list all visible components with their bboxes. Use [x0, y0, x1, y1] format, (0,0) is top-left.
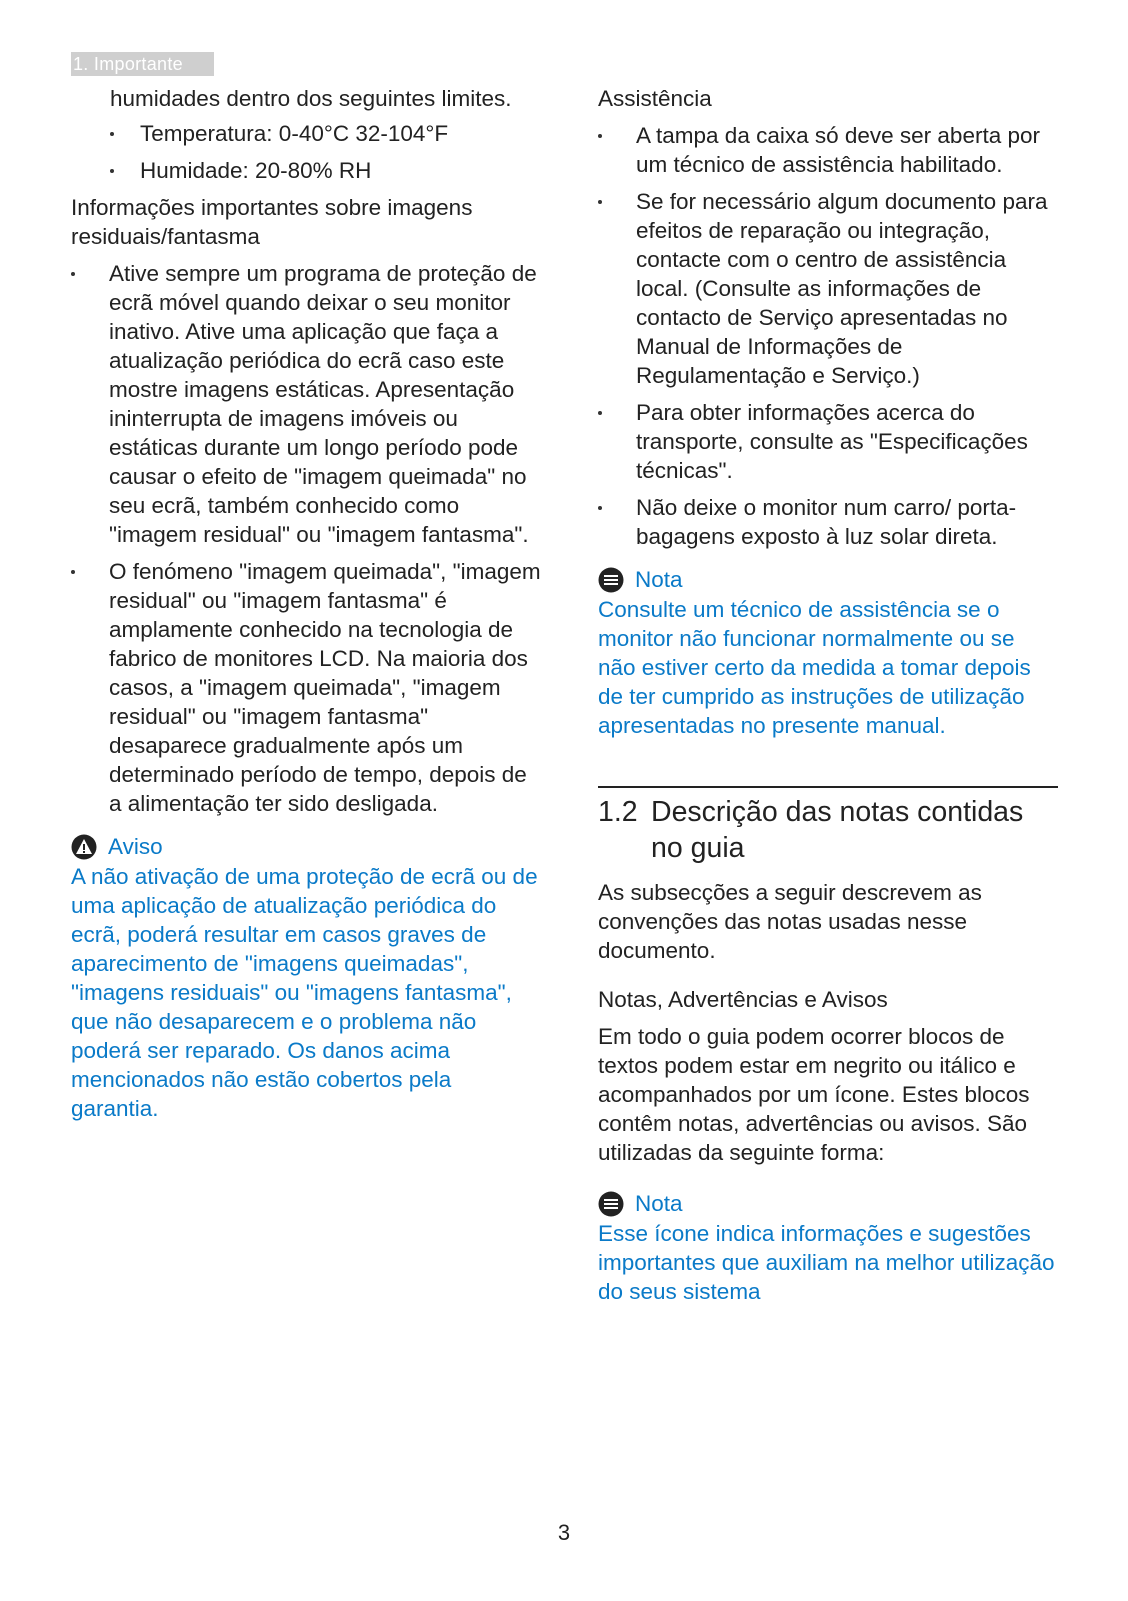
note-icon	[598, 1191, 624, 1217]
right-column	[598, 84, 1058, 1306]
list-item: Ative sempre um programa de proteção de ecrã móvel quando deixar o seu monitor inativo. Ative uma aplicação que faça a atualização periódica do ecrã caso este mostre imagens estáticas. Apresentação ininterrupta de imagens imóveis ou estáticas durante um longo período pode causar o efeito de "imagem queimada" no seu ecrã, também conhecido como "imagem residual" ou "imagem fantasma".	[71, 259, 541, 549]
humidity-intro: humidades dentro dos seguintes limites.	[110, 86, 512, 111]
list-item: Para obter informações acerca do transporte, consulte as "Especificações técnicas".	[598, 398, 1058, 485]
list-item: O fenómeno "imagem queimada", "imagem residual" ou "imagem fantasma" é amplamente conhecido na tecnologia de fabrico de monitores LCD. Na maioria dos casos, a "imagem queimada", "imagem residual" ou "imagem fantasma" desaparece gradualmente após um determinado período de tempo, depois de a alimentação ter sido desligada.	[71, 557, 541, 818]
list-item: A tampa da caixa só deve ser aberta por um técnico de assistência habilitado.	[598, 121, 1058, 179]
note-heading	[598, 565, 1058, 594]
image-retention-heading: Informações importantes sobre imagens residuais/fantasma	[71, 195, 473, 249]
note-title: Nota	[635, 567, 683, 592]
service-heading: Assistência	[598, 86, 712, 111]
bullet-icon	[71, 272, 75, 276]
warning-text: A não ativação de uma proteção de ecrã ou de uma aplicação de atualização periódica do ecrã, poderá resultar em casos graves de aparecimento de "imagens queimadas", "imagens residuais" ou "imagens fantasma", que não desaparecem e o problema não poderá ser reparado. Os danos acima mencionados não estão cobertos pela garantia.	[71, 864, 538, 1121]
conventions-subheading: Notas, Advertências e Avisos	[598, 987, 888, 1012]
bullet-icon	[598, 134, 602, 138]
note-icon	[598, 567, 624, 593]
section-intro: As subsecções a seguir descrevem as convenções das notas usadas nesse documento.	[598, 880, 982, 963]
list-item: Humidade: 20-80% RH	[110, 156, 541, 185]
list-item: Temperatura: 0-40°C 32-104°F	[110, 119, 541, 148]
page-number: 3	[557, 1520, 571, 1545]
list-item: Não deixe o monitor num carro/ porta-bagagens exposto à luz solar direta.	[598, 493, 1058, 551]
warning-block	[71, 832, 541, 1123]
note-block	[598, 1189, 1058, 1306]
note-heading	[598, 1189, 1058, 1218]
note-title: Nota	[635, 1191, 683, 1216]
section-tab: 1. Importante	[71, 52, 214, 76]
service-list	[598, 121, 1058, 551]
bullet-icon	[598, 200, 602, 204]
section-heading	[598, 794, 1058, 866]
note-block	[598, 565, 1058, 740]
left-column	[71, 84, 541, 1123]
conditions-list	[71, 119, 541, 185]
bullet-icon	[598, 506, 602, 510]
note-text: Esse ícone indica informações e sugestões importantes que auxiliam na melhor utilização do seus sistema	[598, 1221, 1055, 1304]
section-number: 1.2	[598, 796, 638, 828]
section-divider	[598, 786, 1058, 788]
note-text: Consulte um técnico de assistência se o monitor não funcionar normalmente ou se não estiver certo da medida a tomar depois de ter cumprido as instruções de utilização apresentadas no presente manual.	[598, 597, 1031, 738]
warning-title: Aviso	[108, 834, 163, 859]
warning-icon	[71, 834, 97, 860]
warning-heading	[71, 832, 541, 861]
bullet-icon	[110, 132, 114, 136]
conventions-text: Em todo o guia podem ocorrer blocos de textos podem estar em negrito ou itálico e acompanhados por um ícone. Estes blocos contêm notas, advertências ou avisos. São utilizadas da seguinte forma:	[598, 1024, 1030, 1165]
bullet-icon	[110, 169, 114, 173]
list-item: Se for necessário algum documento para efeitos de reparação ou integração, contacte com o centro de assistência local. (Consulte as informações de contacto de Serviço apresentadas no Manual de Informações de Regulamentação e Serviço.)	[598, 187, 1058, 390]
bullet-icon	[71, 570, 75, 574]
image-retention-list	[71, 259, 541, 818]
section-title: Descrição das notas contidas no guia	[651, 796, 1024, 864]
bullet-icon	[598, 411, 602, 415]
